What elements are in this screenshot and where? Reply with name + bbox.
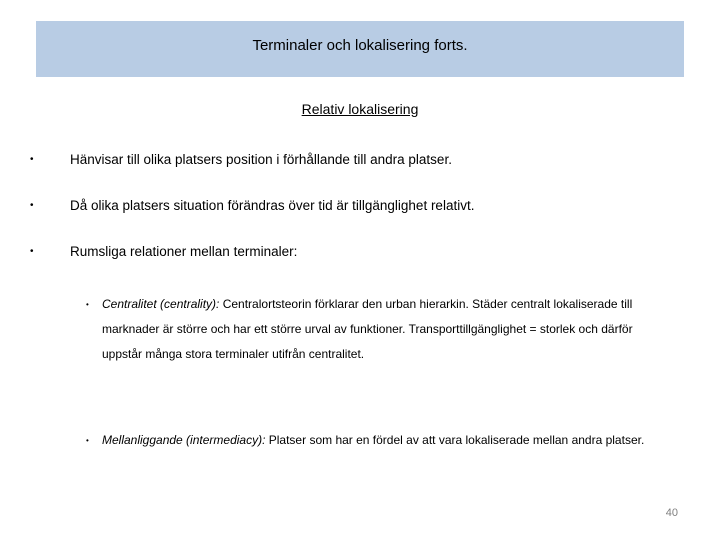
subheading	[0, 101, 720, 117]
bullet-marker: •	[30, 200, 34, 211]
sub-bullet-text	[102, 292, 666, 367]
sub-bullet-text	[102, 428, 666, 453]
sub-bullet-item	[86, 428, 666, 453]
sub-bullet-item	[86, 292, 666, 367]
bullet-text: Hänvisar till olika platsers position i förhållande till andra platser.	[70, 152, 452, 167]
sub-bullet-term: Mellanliggande (intermediacy):	[102, 433, 266, 447]
bullet-marker: •	[30, 154, 34, 165]
page-number: 40	[665, 507, 678, 519]
sub-bullet-marker: •	[86, 300, 89, 309]
sub-bullet-body: Platser som har en fördel av att vara lokaliserade mellan andra platser.	[265, 433, 645, 447]
bullet-text: Rumsliga relationer mellan terminaler:	[70, 244, 298, 259]
subheading-text: Relativ lokalisering	[301, 101, 419, 117]
bullet-marker: •	[30, 246, 34, 257]
bullet-item	[30, 243, 297, 261]
sub-bullet-body: Centralortsteorin förklarar den urban hierarkin. Städer centralt lokaliserade till marknader är större och har ett större urval av funktioner. Transporttillgänglighet = storlek och därför uppstår många stora terminaler utifrån centralitet.	[102, 297, 633, 361]
sub-bullet-marker: •	[86, 436, 89, 445]
bullet-item	[30, 197, 474, 215]
slide-title: Terminaler och lokalisering forts.	[252, 36, 468, 54]
bullet-item	[30, 151, 452, 169]
bullet-text: Då olika platsers situation förändras över tid är tillgänglighet relativt.	[70, 198, 475, 213]
sub-bullet-term: Centralitet (centrality):	[102, 297, 220, 311]
title-bar	[36, 21, 684, 77]
